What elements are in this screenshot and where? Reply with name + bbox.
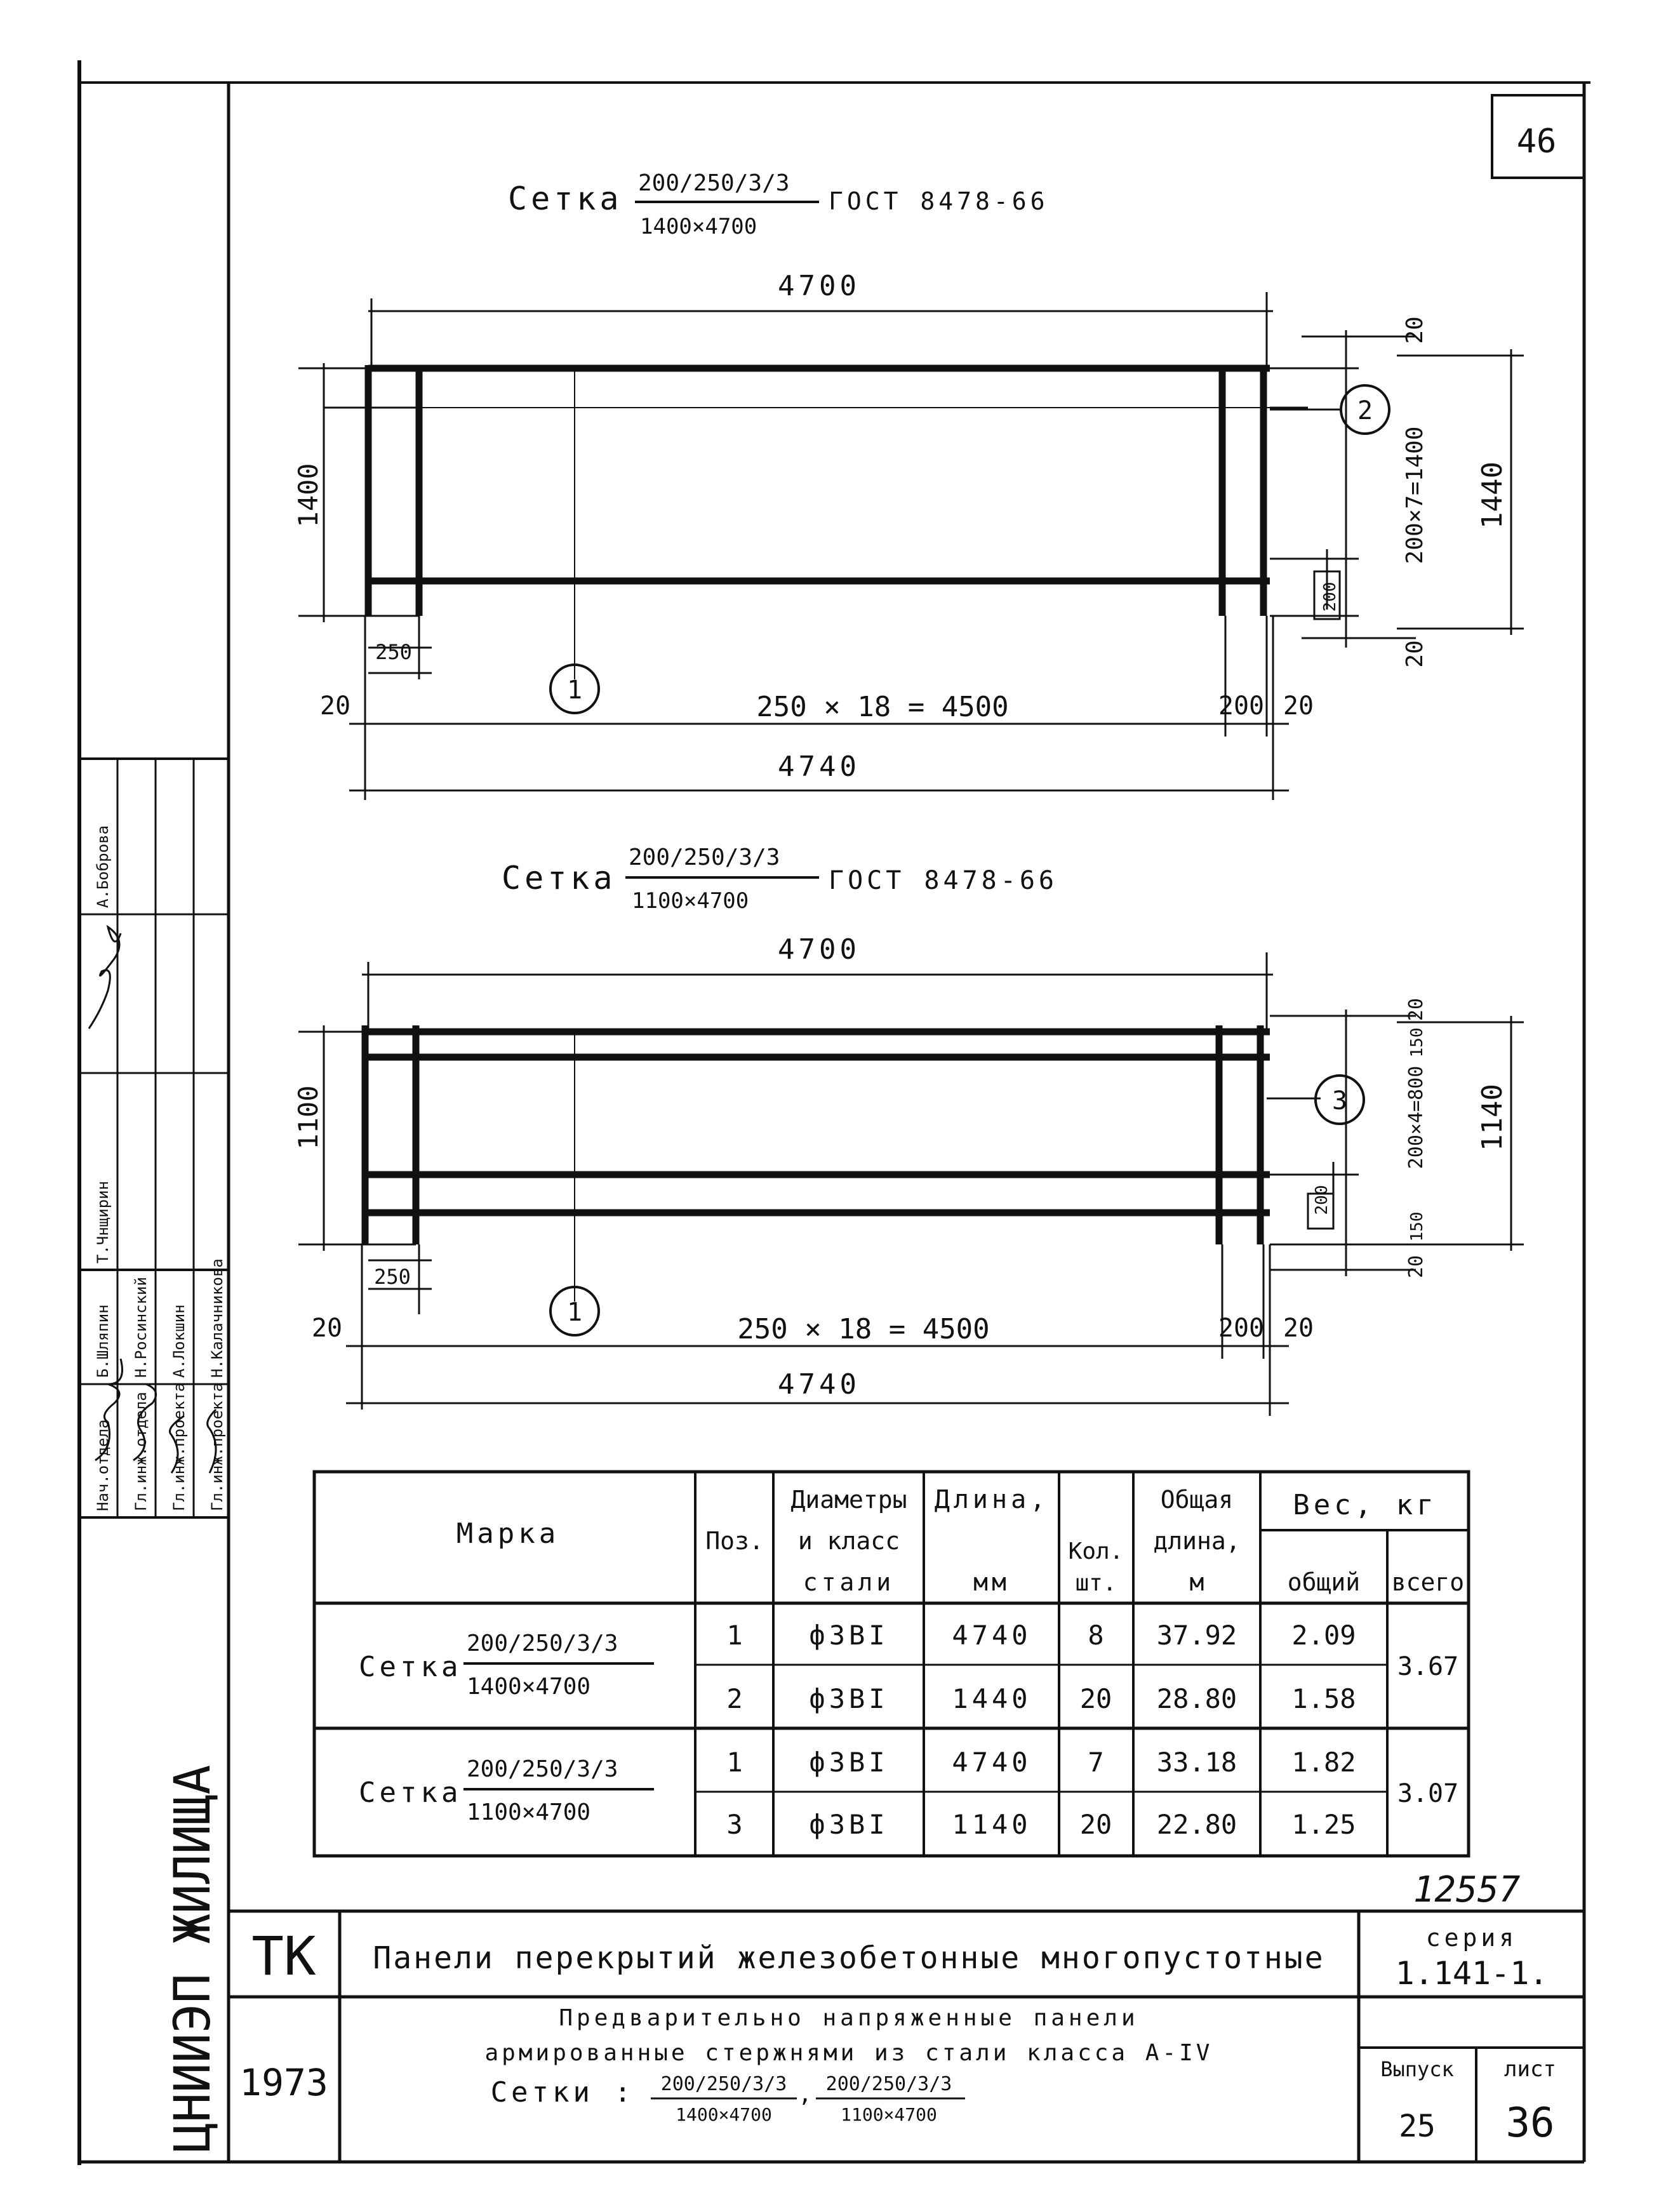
stamp-sub-den-2: 1100×4700 bbox=[841, 2104, 937, 2125]
d1-dim-right-top: 20 bbox=[1402, 316, 1428, 344]
stamp-code: ТК bbox=[251, 1925, 316, 1987]
stamp-sub-sep: , bbox=[798, 2081, 812, 2107]
drawing2-title-prefix: Сетка bbox=[502, 860, 617, 897]
d2-dim-inner-200: 200 bbox=[1312, 1185, 1331, 1215]
stamp-subtitle-1: Предварительно напряженные панели bbox=[559, 2005, 1139, 2031]
g2-total: 3.07 bbox=[1397, 1779, 1459, 1808]
d2-pos-y: 3 bbox=[1331, 1086, 1348, 1116]
d1-pos-y: 2 bbox=[1357, 396, 1373, 425]
d1-dim-250: 250 bbox=[375, 640, 412, 664]
d2-dim-250: 250 bbox=[374, 1265, 411, 1289]
drawing1-title-denominator: 1400×4700 bbox=[640, 214, 757, 239]
cell-weight: 1.82 bbox=[1291, 1747, 1356, 1778]
stamp-series-label: серия bbox=[1425, 1924, 1518, 1952]
cell-length: 1140 bbox=[952, 1809, 1032, 1840]
g2-mark-num: 200/250/3/3 bbox=[467, 1756, 618, 1782]
d2-dim-total: 4740 bbox=[778, 1368, 860, 1401]
cell-poz: 1 bbox=[726, 1747, 743, 1778]
d1-dim-inner-200: 200 bbox=[1321, 582, 1340, 612]
th-weight-total: всего bbox=[1391, 1568, 1465, 1596]
drawing2-title bbox=[502, 844, 1058, 914]
g1-total: 3.67 bbox=[1397, 1652, 1459, 1681]
stamp-year: 1973 bbox=[239, 2061, 328, 2104]
cell-total-len: 28.80 bbox=[1156, 1683, 1237, 1714]
d1-dim-200: 200 bbox=[1218, 691, 1265, 721]
drawing2-title-denominator: 1100×4700 bbox=[632, 888, 749, 914]
drawing1-title-prefix: Сетка bbox=[508, 180, 623, 217]
d1-dim-left-20: 20 bbox=[319, 691, 351, 721]
cell-diam: ф3ВI bbox=[809, 1747, 889, 1778]
side-name-4: Н.Калачникова bbox=[208, 1258, 226, 1378]
spec-table-header bbox=[457, 1485, 1464, 1596]
cell-poz: 1 bbox=[726, 1620, 743, 1651]
stamp-series-value: 1.141-1. bbox=[1395, 1955, 1549, 1992]
th-length-1: Длина, bbox=[934, 1485, 1050, 1514]
d1-dim-top: 4700 bbox=[778, 270, 860, 302]
d2-dim-right-b: 150 bbox=[1408, 1027, 1427, 1058]
d2-pos-x: 1 bbox=[566, 1298, 583, 1327]
cell-qty: 7 bbox=[1088, 1747, 1104, 1778]
th-diam-1: Диаметры bbox=[790, 1486, 907, 1514]
th-total-len-2: длина, bbox=[1153, 1527, 1241, 1555]
side-stamp-roles bbox=[94, 825, 226, 1511]
th-diam-3: стали bbox=[803, 1568, 895, 1596]
cell-length: 4740 bbox=[952, 1620, 1032, 1651]
drawing1-dims bbox=[293, 270, 1509, 783]
spec-group-1 bbox=[359, 1620, 1458, 1714]
side-role-1: Нач.отдела bbox=[94, 1419, 112, 1511]
cell-weight: 2.09 bbox=[1291, 1620, 1356, 1651]
d1-dim-right-total: 1440 bbox=[1476, 462, 1509, 529]
cell-total-len: 33.18 bbox=[1156, 1747, 1237, 1778]
stamp-sub-num-2: 200/250/3/3 bbox=[825, 2073, 952, 2095]
d2-dim-right-c: 150 bbox=[1408, 1211, 1427, 1242]
d1-dim-total: 4740 bbox=[778, 750, 860, 783]
th-weight-each: общий bbox=[1287, 1568, 1361, 1596]
th-diam-2: и класс bbox=[797, 1527, 900, 1555]
inventory-number: 12557 bbox=[1413, 1869, 1521, 1910]
g1-mark-prefix: Сетка bbox=[359, 1651, 462, 1683]
th-poz: Поз. bbox=[705, 1527, 764, 1555]
stamp-subtitle-3-prefix: Сетки : bbox=[490, 2076, 635, 2109]
g2-mark-prefix: Сетка bbox=[359, 1777, 462, 1809]
d1-dim-right-mid: 200×7=1400 bbox=[1402, 426, 1428, 564]
d2-dim-right-20: 20 bbox=[1283, 1314, 1314, 1343]
cell-poz: 3 bbox=[726, 1809, 743, 1840]
side-role-3: Гл.инж.проекта bbox=[170, 1382, 188, 1511]
th-weight: Вес, кг bbox=[1293, 1489, 1437, 1521]
side-name-5: А.Боброва bbox=[94, 825, 112, 908]
d2-dim-top: 4700 bbox=[778, 933, 860, 966]
d1-dim-left: 1400 bbox=[293, 463, 324, 528]
th-qty-1: Кол. bbox=[1068, 1538, 1124, 1564]
drawing2-dims bbox=[293, 933, 1509, 1401]
drawing2-title-gost: ГОСТ 8478-66 bbox=[829, 866, 1058, 895]
cell-diam: ф3ВI bbox=[809, 1620, 889, 1651]
cell-qty: 8 bbox=[1088, 1620, 1104, 1651]
side-stamp-org: ЦНИИЭП ЖИЛИЩА bbox=[164, 1764, 222, 2152]
d2-dim-right-a: 20 bbox=[1405, 997, 1427, 1022]
d1-dim-right-20: 20 bbox=[1283, 691, 1314, 721]
d1-pos-x: 1 bbox=[566, 676, 583, 705]
cell-diam: ф3ВI bbox=[809, 1683, 889, 1714]
g2-mark-den: 1100×4700 bbox=[467, 1799, 591, 1825]
g1-mark-den: 1400×4700 bbox=[467, 1674, 591, 1700]
side-role-5: Т.Чнщирин bbox=[94, 1180, 112, 1263]
stamp-issue-value: 25 bbox=[1399, 2109, 1436, 2144]
stamp-sheet-value: 36 bbox=[1505, 2100, 1555, 2147]
d2-dim-right-mid: 200×4=800 bbox=[1405, 1065, 1427, 1170]
d2-dim-200: 200 bbox=[1218, 1314, 1265, 1343]
d2-dim-bottom-chain: 250 × 18 = 4500 bbox=[737, 1313, 990, 1345]
side-name-3: А.Локшин bbox=[170, 1304, 188, 1378]
stamp-subtitle-2: армированные стержнями из стали класса А-IV bbox=[484, 2040, 1213, 2066]
cell-length: 4740 bbox=[952, 1747, 1032, 1778]
stamp-title: Панели перекрытий железобетонные многопустотные bbox=[373, 1940, 1325, 1976]
cell-total-len: 37.92 bbox=[1156, 1620, 1237, 1651]
d2-dim-right-total: 1140 bbox=[1476, 1084, 1509, 1151]
cell-poz: 2 bbox=[726, 1683, 743, 1714]
stamp-sheet-label: лист bbox=[1504, 2057, 1556, 2082]
stamp-issue-label: Выпуск bbox=[1380, 2057, 1454, 2081]
th-total-len-1: Общая bbox=[1160, 1486, 1234, 1514]
spec-group-2 bbox=[359, 1747, 1458, 1840]
sheet-corner-mark: 46 bbox=[1516, 123, 1557, 161]
th-qty-2: шт. bbox=[1075, 1570, 1117, 1596]
side-name-2: Н.Росинский bbox=[132, 1277, 150, 1378]
drawing2-mesh bbox=[298, 952, 1524, 1416]
cell-weight: 1.25 bbox=[1291, 1809, 1356, 1840]
d1-dim-bottom-chain: 250 × 18 = 4500 bbox=[756, 691, 1009, 723]
g1-mark-num: 200/250/3/3 bbox=[467, 1630, 618, 1657]
cell-qty: 20 bbox=[1079, 1683, 1112, 1714]
drawing2-title-numerator: 200/250/3/3 bbox=[629, 844, 780, 870]
side-role-4: Гл.инж.проекта bbox=[208, 1382, 226, 1511]
drawing1-title bbox=[508, 170, 1049, 239]
d2-dim-right-d: 20 bbox=[1405, 1255, 1427, 1279]
drawing1-mesh bbox=[298, 292, 1524, 800]
d1-dim-right-bot: 20 bbox=[1402, 640, 1428, 668]
cell-weight: 1.58 bbox=[1291, 1683, 1356, 1714]
d2-dim-left: 1100 bbox=[293, 1085, 324, 1150]
stamp-sub-den-1: 1400×4700 bbox=[676, 2104, 772, 2125]
side-name-1: Б.Шляпин bbox=[94, 1304, 112, 1378]
th-total-len-3: м bbox=[1189, 1568, 1204, 1596]
cell-total-len: 22.80 bbox=[1156, 1809, 1237, 1840]
d2-dim-left-20: 20 bbox=[311, 1314, 343, 1343]
th-marka: Марка bbox=[456, 1517, 560, 1550]
cell-qty: 20 bbox=[1079, 1809, 1112, 1840]
drawing1-title-numerator: 200/250/3/3 bbox=[638, 170, 790, 196]
cell-length: 1440 bbox=[952, 1683, 1032, 1714]
side-role-2: Гл.инж.отдела bbox=[132, 1392, 150, 1511]
drawing1-title-gost: ГОСТ 8478-66 bbox=[829, 187, 1049, 215]
cell-diam: ф3ВI bbox=[809, 1809, 889, 1840]
stamp-sub-num-1: 200/250/3/3 bbox=[660, 2073, 787, 2095]
th-length-2: мм bbox=[973, 1568, 1010, 1596]
